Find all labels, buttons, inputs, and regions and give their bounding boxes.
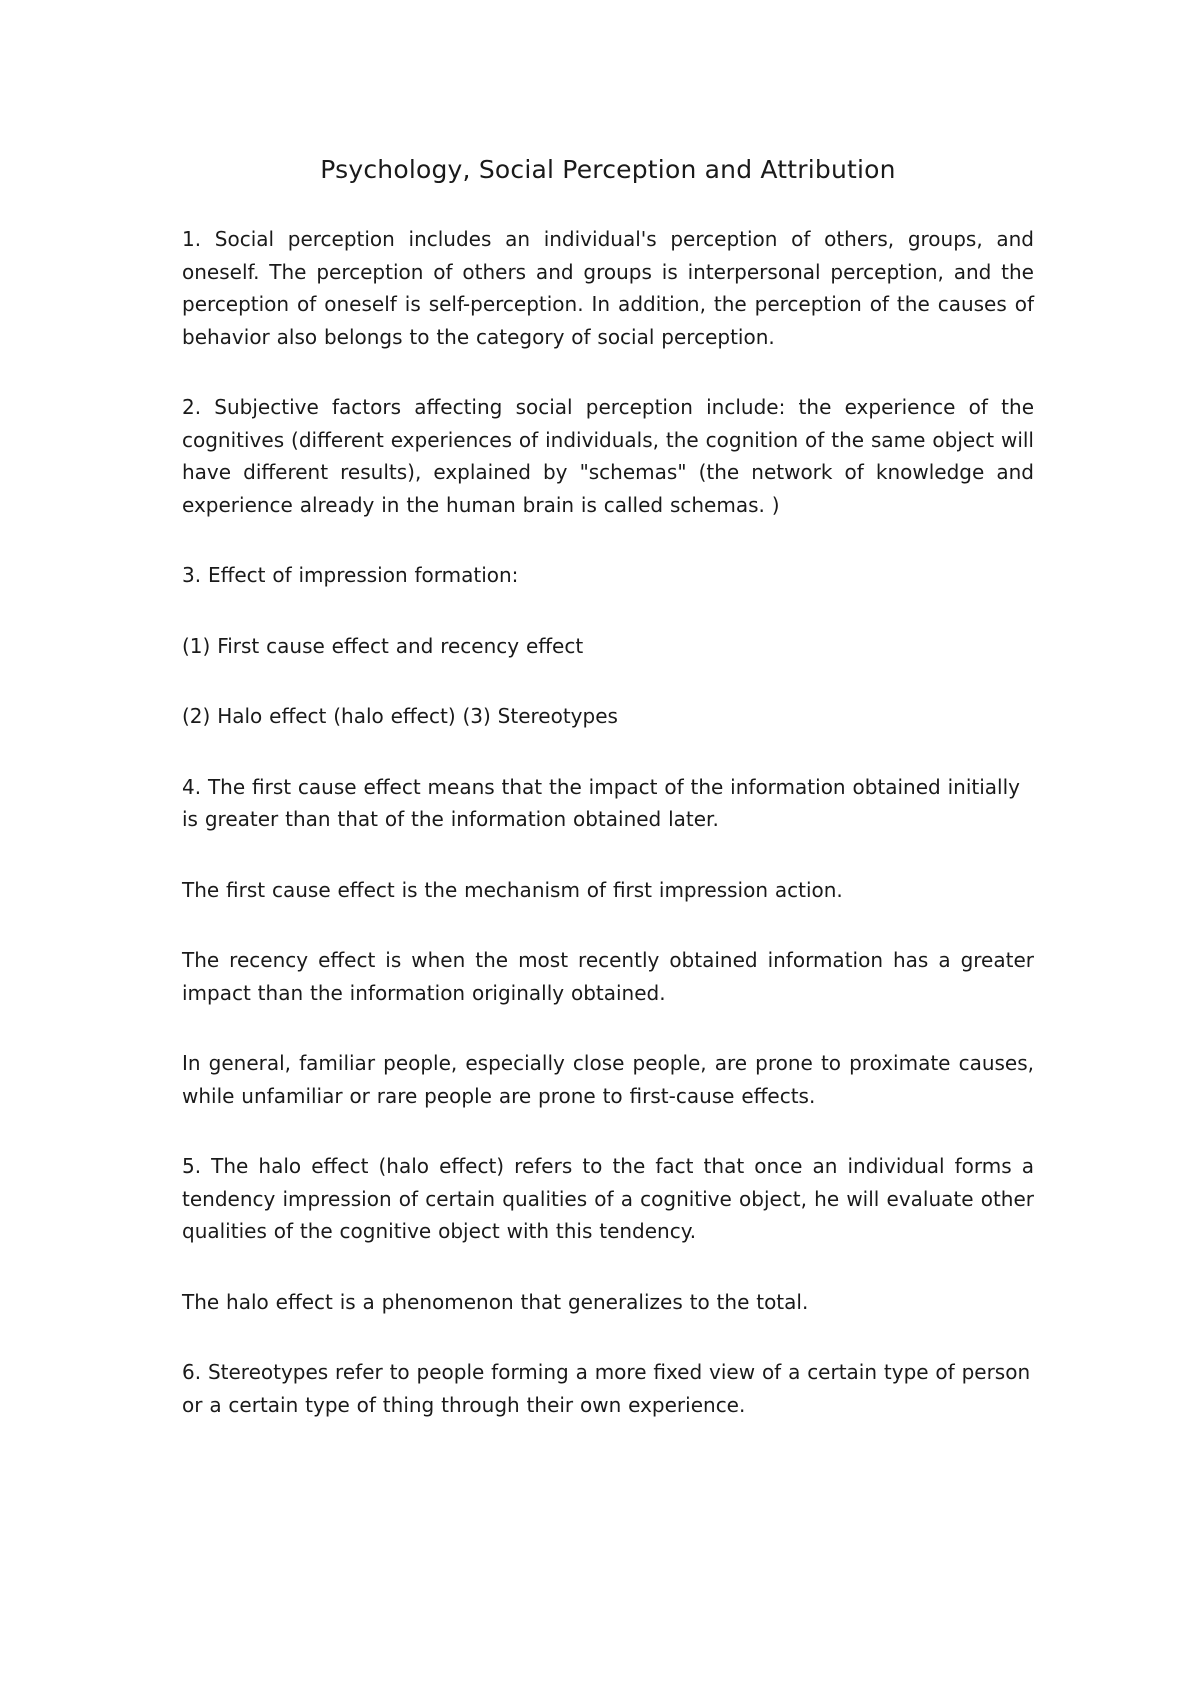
paragraph-9: In general, familiar people, especially close people, are prone to proximate causes, while unfamiliar or rare people are prone to first-cause effects. <box>182 1051 1034 1108</box>
paragraph-8: The recency effect is when the most recently obtained information has a greater impact than the information originally obtained. <box>182 948 1034 1005</box>
paragraph-7: The first cause effect is the mechanism of first impression action. <box>182 877 843 902</box>
paragraph-5: (2) Halo effect (halo effect) (3) Stereotypes <box>182 704 618 728</box>
document-title: Psychology, Social Perception and Attribution <box>320 155 896 184</box>
paragraph-4: (1) First cause effect and recency effect <box>182 633 584 658</box>
paragraph-12: 6. Stereotypes refer to people forming a more fixed view of a certain type of person or a certain type of thing through their own experience. <box>182 1360 1031 1417</box>
paragraph-11: The halo effect is a phenomenon that generalizes to the total. <box>182 1289 809 1314</box>
document-page <box>182 150 1034 1459</box>
paragraph-3: 3. Effect of impression formation: <box>182 563 519 587</box>
paragraph-2: 2. Subjective factors affecting social perception include: the experience of the cognitives (different experiences of individuals, the cognition of the same object will have different results), explained by "schemas" (the network of knowledge and experience already in the human brain is called schemas. ) <box>182 395 1034 517</box>
paragraph-6: 4. The first cause effect means that the impact of the information obtained initially is greater than that of the information obtained later. <box>182 774 1020 831</box>
paragraph-10: 5. The halo effect (halo effect) refers to the fact that once an individual forms a tendency impression of certain qualities of a cognitive object, he will evaluate other qualities of the cognitive object with this tendency. <box>182 1154 1034 1243</box>
paragraph-1: 1. Social perception includes an individual's perception of others, groups, and oneself. The perception of others and groups is interpersonal perception, and the perception of oneself is self-perception. In addition, the perception of the causes of behavior also belongs to the category of social perception. <box>182 227 1034 349</box>
